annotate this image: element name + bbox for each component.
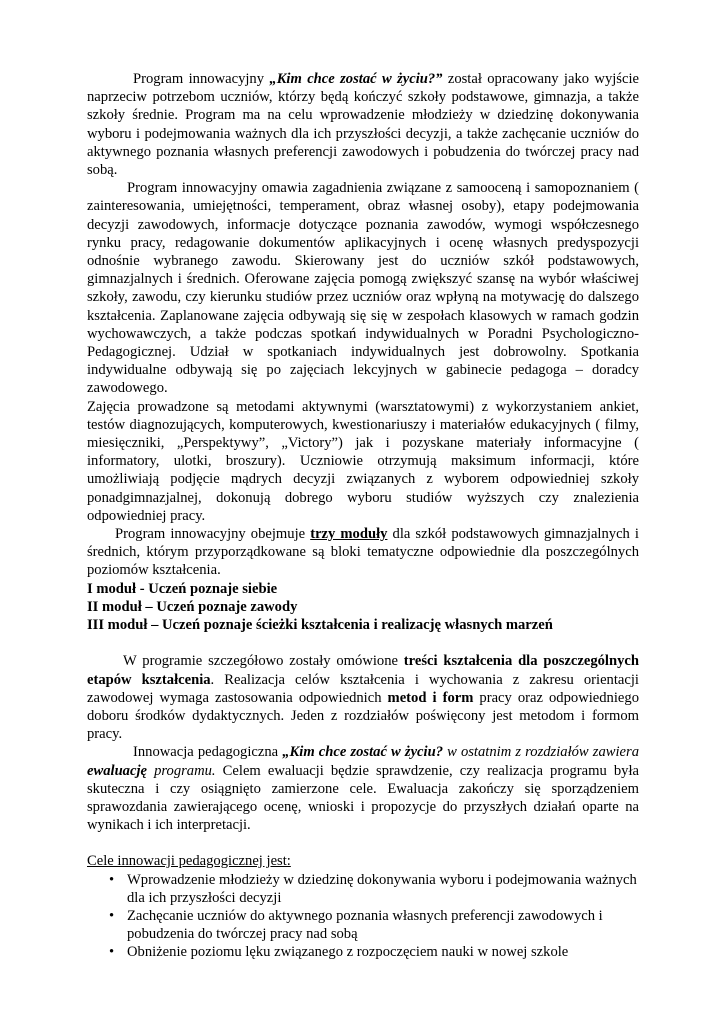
spacer [87, 634, 639, 652]
evaluation-keyword: ewaluację [87, 762, 147, 779]
evaluation-italic-2: programu. [147, 762, 216, 779]
content-text-end: pracy oraz odpowiedniego doboru środków dydaktycznych. Jeden z rozdziałów poświęcony jest metodom i formom pracy. [87, 689, 639, 743]
goal-text: Wprowadzenie młodzieży w dziedzinę dokonywania wyboru i podejmowania ważnych dla ich przyszłości decyzji [127, 871, 637, 906]
content-text-start: W programie szczegółowo zostały omówione [123, 653, 404, 670]
list-item [87, 871, 639, 907]
content-bold-1: treści kształcenia dla poszczególnych etapów kształcenia [87, 653, 639, 688]
module-3-heading: III moduł – Uczeń poznaje ścieżki kształcenia i realizację własnych marzeń [87, 617, 553, 634]
goals-list [87, 871, 639, 962]
spacer [87, 834, 639, 852]
evaluation-italic-1: w ostatnim z rozdziałów zawiera [443, 744, 639, 761]
evaluation-text-end: Celem ewaluacji będzie sprawdzenie, czy realizacja programu była skuteczna i czy osiągnięto zamierzone cele. Ewaluacja zakończy się sporządzeniem sprawozdania zawierającego ocenę, wnioski i propozycje do przyszłych działań oparte na wynikach i ich interpretacji. [87, 762, 640, 834]
modules-text-start: Program innowacyjny obejmuje [115, 526, 311, 543]
goals-heading: Cele innowacji pedagogicznej jest: [87, 853, 291, 870]
content-paragraph [87, 652, 639, 743]
modules-text-end: dla szkół podstawowych gimnazjalnych i średnich, którym przyporządkowane są bloki tematyczne odpowiednie dla poszczególnych poziomów kształcenia. [87, 526, 639, 579]
bullet-icon: • [109, 944, 115, 961]
evaluation-text-start: Innowacja pedagogiczna [133, 744, 283, 761]
intro-paragraph [87, 70, 639, 179]
module-1-heading: I moduł - Uczeń poznaje siebie [87, 580, 278, 597]
list-item [87, 943, 639, 961]
evaluation-program-title: „Kim chce zostać w życiu? [282, 744, 443, 761]
goal-text: Obniżenie poziomu lęku związanego z rozpoczęciem nauki w nowej szkole [127, 944, 569, 961]
modules-count: trzy moduły [310, 526, 388, 543]
document-page [87, 70, 639, 962]
evaluation-paragraph [87, 743, 639, 834]
content-text-middle: . Realizacja celów kształcenia i wychowania z zakresu orientacji zawodowej wymaga zastosowania odpowiednich [87, 671, 639, 706]
bullet-icon: • [109, 871, 115, 888]
modules-paragraph [87, 525, 639, 580]
methods-paragraph: Zajęcia prowadzone są metodami aktywnymi (warsztatowymi) z wykorzystaniem ankiet, testów diagnozujących, komputerowych, kwestionariuszy i materiałów edukacyjnych ( filmy, miesięczniki, „Perspektywy”, „Victory”) jak i pozyskane materiały informacyjne ( informatory, ulotki, broszury). Uczniowie otrzymują maksimum informacji, które umożliwiają podjęcie mądrych decyzji związanych z wyborem odpowiedniej szkoły ponadgimnazjalnej, dokonują dobrego wyboru studiów wyższych czy znalezienia odpowiedniej pracy. [87, 398, 639, 524]
goal-text: Zachęcanie uczniów do aktywnego poznania własnych preferencji zawodowych i pobudzenia do twórczej pracy nad sobą [127, 907, 603, 943]
scope-paragraph: Program innowacyjny omawia zagadnienia związane z samooceną i samopoznaniem ( zainteresowania, umiejętności, temperament, obraz własnej osoby), etapy podejmowania decyzji zawodowych, informacje dotyczące poznania zawodów, wymogi współczesnego rynku pracy, redagowanie dokumentów aplikacyjnych i ocenę własnych predyspozycji odnośnie wybranego zawodu. Skierowany jest do uczniów szkół podstawowych, gimnazjalnych i średnich. Oferowane zajęcia pomogą zwiększyć szansę na wybór właściwej szkoły, zawodu, czy kierunku studiów przez uczniów oraz wpłyną na motywację do dalszego kształcenia. Zaplanowane zajęcia odbywają się się w zespołach klasowych w ramach godzin wychowawczych, a także podczas spotkań indywidualnych w Poradni Psychologiczno-Pedagogicznej. Udział w spotkaniach indywidualnych jest dobrowolny. Spotkania indywidualne odbywają się po zajęciach lekcyjnych w gabinecie pedagoga – doradcy zawodowego. [87, 180, 639, 397]
intro-text-end: został opracowany jako wyjście naprzeciw potrzebom uczniów, którzy będą kończyć szkoły podstawowe, gimnazja, a także szkoły średnie. Program ma na celu wprowadzenie młodzieży w dziedzinę dokonywania wyboru i podejmowania ważnych dla ich przyszłości decyzji, a także zachęcanie uczniów do aktywnego poznania własnych preferencji zawodowych i pobudzenia do twórczej pracy nad sobą. [87, 71, 639, 179]
content-bold-2: metod i form [387, 689, 474, 706]
list-item [87, 907, 639, 943]
program-title: „Kim chce zostać w życiu?” [269, 71, 443, 87]
module-2-heading: II moduł – Uczeń poznaje zawody [87, 598, 298, 615]
intro-text-start: Program innowacyjny [133, 71, 270, 87]
bullet-icon: • [109, 907, 115, 924]
